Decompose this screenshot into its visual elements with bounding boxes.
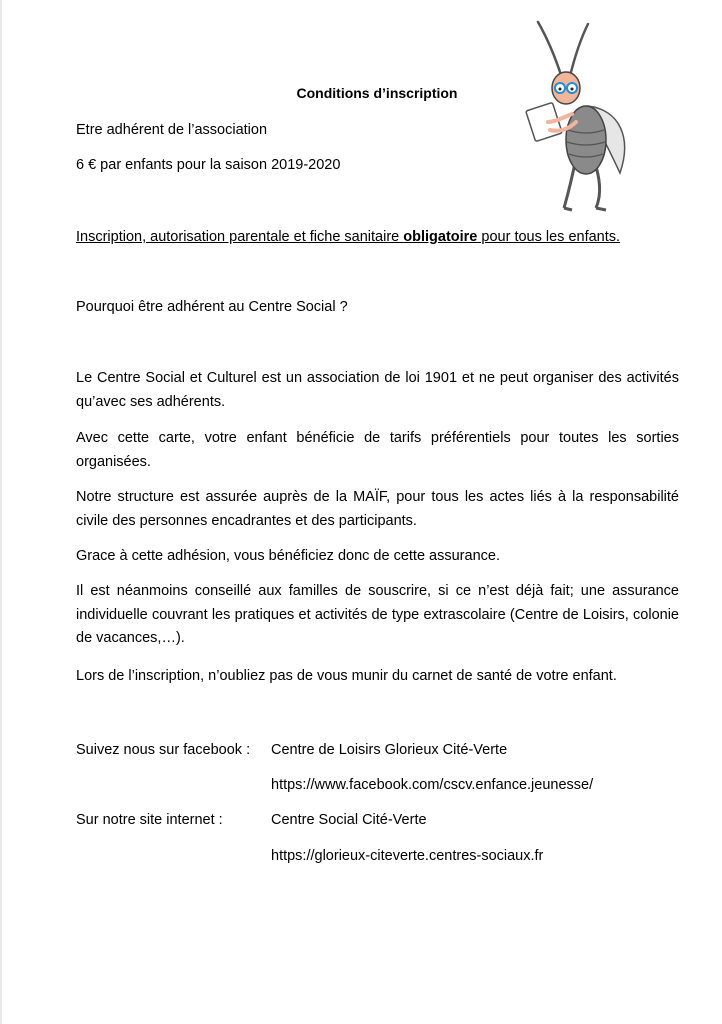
page-edge: [0, 0, 2, 1024]
condition-price: 6 € par enfants pour la saison 2019-2020: [76, 157, 341, 173]
facebook-label: Suivez nous sur facebook :: [76, 742, 251, 758]
notice-text-before: Inscription, autorisation parentale et fiche sanitaire: [76, 229, 404, 245]
paragraph-membership-benefit: Grace à cette adhésion, vous bénéficiez donc de cette assurance.: [76, 548, 500, 564]
paragraph-association: Le Centre Social et Culturel est un association de loi 1901 et ne peut organiser des activités qu’avec ses adhérents.: [76, 370, 679, 410]
website-label: Sur notre site internet :: [76, 812, 223, 828]
facebook-page-name: Centre de Loisirs Glorieux Cité-Verte: [271, 742, 508, 758]
paragraph-card: Avec cette carte, votre enfant bénéficie de tarifs préférentiels pour toutes les sorties organisées.: [76, 430, 679, 470]
notice-text-after: pour tous les enfants.: [477, 229, 621, 245]
required-documents-notice: [76, 227, 620, 247]
website-url[interactable]: https://glorieux-citeverte.centres-sociaux.fr: [271, 848, 544, 864]
website-name: Centre Social Cité-Verte: [271, 812, 427, 828]
page-title: Conditions d’inscription: [296, 85, 458, 101]
paragraph-insurance: Notre structure est assurée auprès de la MAÏF, pour tous les actes liés à la responsabilité civile des personnes encadrantes et des participants.: [76, 489, 679, 529]
membership-question: Pourquoi être adhérent au Centre Social ?: [76, 299, 348, 315]
notice-text-bold: obligatoire: [403, 229, 478, 245]
facebook-url[interactable]: https://www.facebook.com/cscv.enfance.jeunesse/: [271, 777, 594, 793]
paragraph-advice: Il est néanmoins conseillé aux familles de souscrire, si ce n’est déjà fait; une assurance individuelle couvrant les pratiques et activités de type extrascolaire (Centre de Loisirs, colonie de vacances,…).: [76, 583, 679, 646]
cricket-reading-icon: [510, 18, 640, 218]
condition-membership: Etre adhérent de l’association: [76, 122, 268, 138]
paragraph-health-book: Lors de l’inscription, n’oubliez pas de vous munir du carnet de santé de votre enfant.: [76, 668, 617, 684]
